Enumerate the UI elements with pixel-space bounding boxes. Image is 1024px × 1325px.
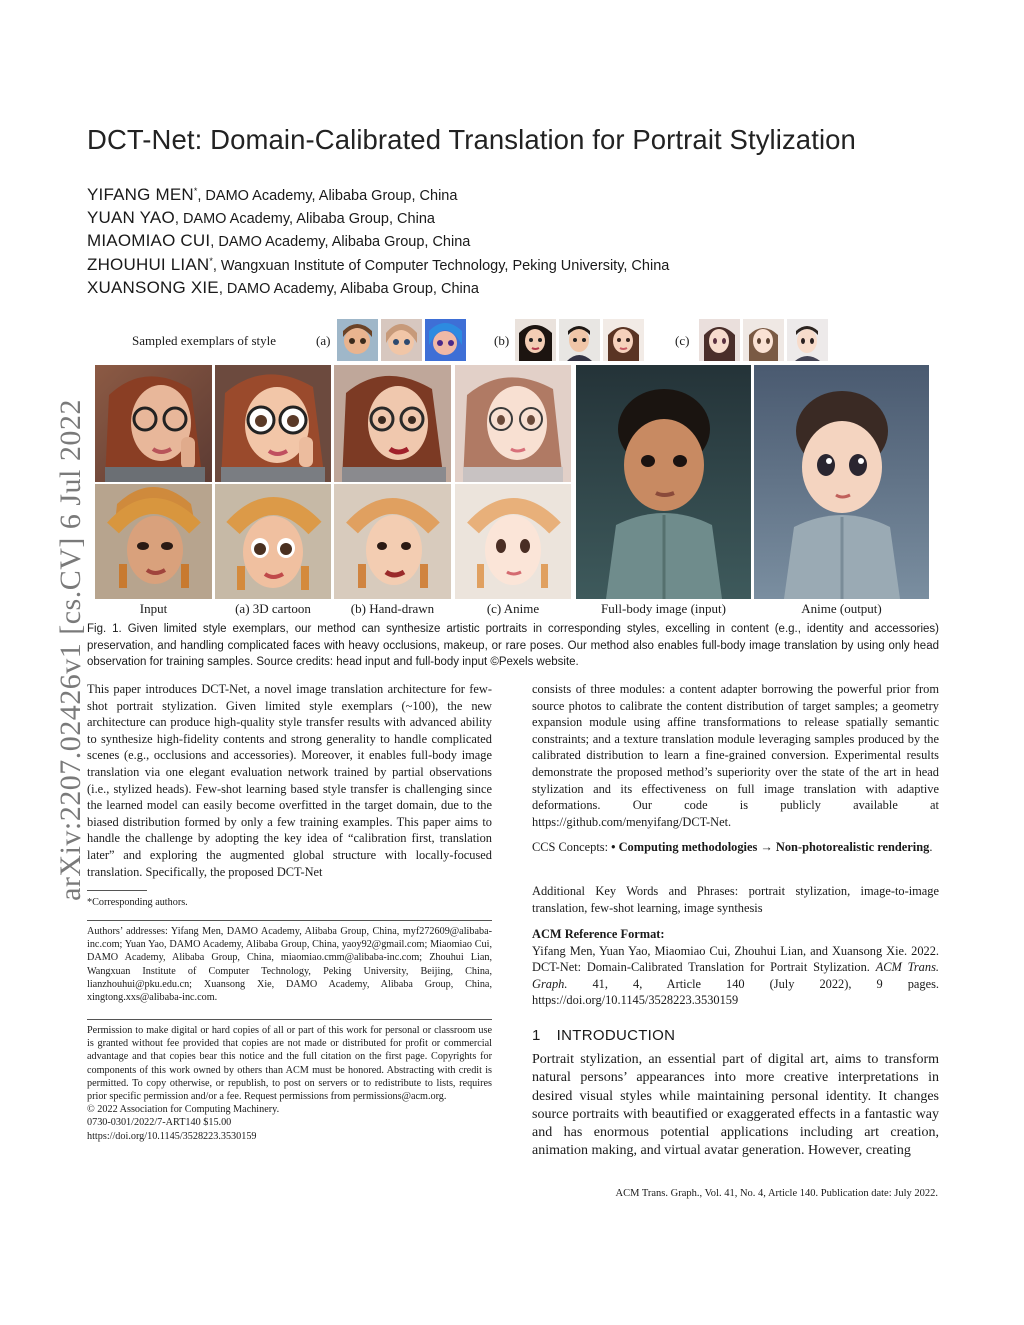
figure-caption: Fig. 1. Given limited style exemplars, our method can synthesize artistic portraits in corresponding styles, excelling in content (e.g., identity and accessories) preservation, and handling complicated faces with heavy occlusions, makeup, or rare poses. Our method also enables full-body image translation by using only head observation for training samples. Source credits: head input and full-body input ©Pexels website. <box>87 623 939 668</box>
full-body-input-photo <box>576 365 751 599</box>
hand-drawn-portrait-glasses <box>334 365 451 482</box>
author-line <box>87 208 435 228</box>
author-name: YIFANG MEN <box>87 185 194 204</box>
doi-link[interactable]: https://doi.org/10.1145/3528223.3530159 <box>87 1130 257 1142</box>
section-heading <box>532 1027 675 1044</box>
3d-cartoon-portrait-headscarf <box>215 484 331 599</box>
permission-text: Permission to make digital or hard copies of all or part of this work for personal or classroom use is granted without fee provided that copies are not made or distributed for profit or commercial advantage and that copies bear this notice and the full citation on the first page. Copyrights for components of this work owned by others than ACM must be honored. Abstracting with credit is permitted. To copy otherwise, or republish, to post on servers or to redistribute to lists, requires prior specific permission and/or a fee. Request permissions from permissions@acm.org. <box>87 1025 492 1103</box>
copyright-line: © 2022 Association for Computing Machinery. <box>87 1104 280 1116</box>
hand-drawn-portrait-headscarf <box>334 484 451 599</box>
keywords: Additional Key Words and Phrases: portrait stylization, image-to-image translation, few-shot learning, image synthesis <box>532 884 939 915</box>
ccs-concepts <box>532 839 939 856</box>
anime-portrait-glasses <box>455 365 571 482</box>
exemplar-thumbnail <box>603 319 644 361</box>
input-portrait-glasses <box>95 365 212 482</box>
author-line <box>87 231 470 251</box>
author-mark: * <box>209 256 213 267</box>
footnote-rule <box>87 890 147 891</box>
exemplar-thumbnail <box>787 319 828 361</box>
author-line <box>87 278 479 298</box>
author-name: YUAN YAO <box>87 208 175 227</box>
exemplar-thumbnail <box>425 319 466 361</box>
exemplar-thumbnail <box>337 319 378 361</box>
section-title: INTRODUCTION <box>556 1027 676 1044</box>
ccs-end: . <box>929 840 933 854</box>
group-a-label: (a) <box>316 333 331 348</box>
group-c-label: (c) <box>675 333 690 348</box>
ccs-concept: • Computing methodologies → Non-photorealistic rendering <box>611 840 930 854</box>
exemplar-thumbnail <box>515 319 556 361</box>
reference-journal: ACM Trans. Graph. <box>532 960 939 991</box>
author-affiliation: , DAMO Academy, Alibaba Group, China <box>210 234 471 250</box>
exemplar-thumbnail <box>743 319 784 361</box>
author-line <box>87 255 669 275</box>
address-rule <box>87 920 492 921</box>
page-footer: ACM Trans. Graph., Vol. 41, No. 4, Article 140. Publication date: July 2022. <box>615 1188 938 1199</box>
exemplar-label: Sampled exemplars of style <box>132 333 277 348</box>
input-portrait-headscarf <box>95 484 212 599</box>
figure-label-hand-drawn: (b) Hand-drawn <box>350 601 435 616</box>
permission-rule <box>87 1019 492 1020</box>
figure-label-input: Input <box>139 601 168 616</box>
group-b-label: (b) <box>494 333 510 348</box>
exemplar-thumbnail <box>699 319 740 361</box>
figure-label-full-body: Full-body image (input) <box>601 601 726 616</box>
author-mark: * <box>193 186 198 197</box>
figure-label-3d-cartoon: (a) 3D cartoon <box>235 601 311 616</box>
author-line <box>87 185 457 205</box>
figure-label-anime: (c) Anime <box>486 601 540 616</box>
figure-label-anime-output: Anime (output) <box>801 601 882 616</box>
author-name: MIAOMIAO CUI <box>87 231 211 250</box>
abstract-continued: consists of three modules: a content adapter borrowing the powerful prior from source photos to calibrate the content distribution of target samples; a geometry expansion module using affine transformations to release spatially semantic constraints; and a texture translation module leveraging samples produced by the calibrated distribution to learn a fine-grained conversion. Experimental results demonstrate the proposed method’s superiority over the state of the art in head stylization and its effectiveness on full image translation with adaptive deformations. Our code is publicly available at https://github.com/menyifang/DCT-Net. <box>532 682 939 829</box>
reference-format <box>532 926 939 1009</box>
author-affiliation: , DAMO Academy, Alibaba Group, China <box>197 188 458 204</box>
issn-line: 0730-0301/2022/7-ART140 $15.00 <box>87 1117 232 1129</box>
anime-output-photo <box>754 365 929 599</box>
abstract-text: This paper introduces DCT-Net, a novel image translation architecture for few-shot portrait stylization. Given limited style exemplars (~100), the new architecture can produce high-quality style transfer results with advanced ability to synthesize high-fidelity contents and strong generality to handle complicated scenes (e.g., occlusions and accessories). Moreover, it enables full-body image translation via one elegant evaluation network trained by partial observations (i.e., stylized heads). Few-shot learning based style transfer is challenging since the learned model can easily become overfitted in the target domain, due to the biased distribution formed by only a few training examples. This paper aims to handle the challenge by adopting the key idea of “calibration first, translation later” and exploring the augmented global structure with locally-focused translation. Specifically, the proposed DCT-Net <box>87 682 492 879</box>
author-addresses: Authors’ addresses: Yifang Men, DAMO Academy, Alibaba Group, China, myf272609@alibaba-inc.com; Yuan Yao, DAMO Academy, Alibaba Group, China, yaoy92@gmail.com; Miaomiao Cui, DAMO Academy, Alibaba Group, China, miaomiao.cmm@alibaba-inc.com; Zhouhui Lian, Wangxuan Institute of Computer Technology, Peking University, Beijing, China, lianzhouhui@pku.edu.cn; Xuansong Xie, DAMO Academy, Alibaba Group, China, xingtong.xxs@alibaba-inc.com. <box>87 926 492 1004</box>
exemplar-thumbnail <box>559 319 600 361</box>
permission-block <box>87 1024 492 1143</box>
ccs-prefix: CCS Concepts: <box>532 840 612 854</box>
paper-title: DCT-Net: Domain-Calibrated Translation for Portrait Stylization <box>87 124 856 155</box>
anime-portrait-headscarf <box>455 484 571 599</box>
section-number: 1 <box>532 1027 541 1044</box>
author-name: ZHOUHUI LIAN <box>87 255 210 274</box>
author-affiliation: , Wangxuan Institute of Computer Technology, Peking University, China <box>212 258 670 274</box>
corresponding-note: *Corresponding authors. <box>87 897 188 908</box>
exemplar-thumbnail <box>381 319 422 361</box>
author-name: XUANSONG XIE <box>87 278 219 297</box>
author-affiliation: , DAMO Academy, Alibaba Group, China <box>218 281 479 297</box>
reference-heading: ACM Reference Format: <box>532 927 665 941</box>
reference-details: 41, 4, Article 140 (July 2022), 9 pages. https://doi.org/10.1145/3528223.3530159 <box>532 976 939 1008</box>
reference-text: Yifang Men, Yuan Yao, Miaomiao Cui, Zhouhui Lian, and Xuansong Xie. 2022. DCT-Net: Domain-Calibrated Translation for Portrait Stylization. <box>532 943 939 975</box>
intro-paragraph: Portrait stylization, an essential part of digital art, aims to transform natural persons’ appearances into more creative interpretations in desired visual styles while maintaining personal identity. It changes source portraits with beautified or exaggerated effects in a fantastic way and has enormous potential applications including art creation, animation making, and virtual avatar generation. However, creating <box>532 1052 939 1159</box>
arxiv-stamp: arXiv:2207.02426v1 [cs.CV] 6 Jul 2022 <box>54 399 87 901</box>
3d-cartoon-portrait-glasses <box>215 365 331 482</box>
author-affiliation: , DAMO Academy, Alibaba Group, China <box>174 211 435 227</box>
